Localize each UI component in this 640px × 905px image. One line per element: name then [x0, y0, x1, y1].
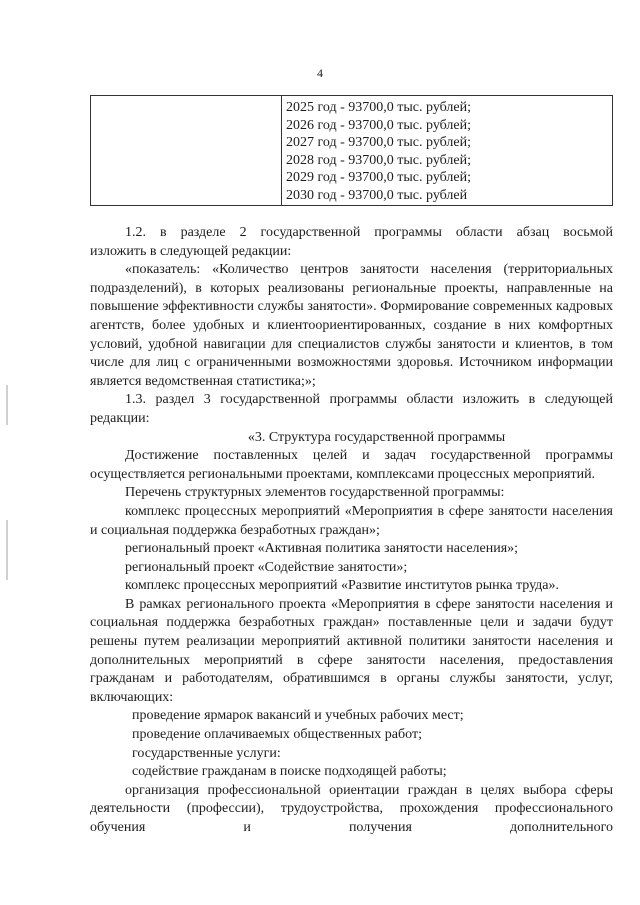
section-1-2-line2: изложить в следующей редакции: [90, 243, 292, 259]
budget-line: 2029 год - 93700,0 тыс. рублей; [286, 170, 472, 185]
budget-line: 2027 год - 93700,0 тыс. рублей; [286, 135, 472, 150]
indicator-quote: «показатель: «Количество центров занятости населения (территориальных подразделений), в которых реализованы региональные проекты, направленные на повышение эффективности службы занятости». Формирование современных кадровых агентств, более удобных и клиентоориентированных, создание в них комфортных условий, удобной навигации для специалистов службы занятости и клиентов, в том числе для лиц с ограниченными возможностями здоровья. Источником информации является ведомственная статистика;»; [90, 262, 613, 389]
punch-mark [6, 385, 8, 425]
budget-line: 2028 год - 93700,0 тыс. рублей; [286, 152, 472, 168]
budget-table-empty-cell [91, 96, 282, 205]
service-item: проведение оплачиваемых общественных работ; [132, 727, 422, 743]
budget-line: 2026 год - 93700,0 тыс. рублей; [286, 117, 472, 133]
service-item: содействие гражданам в поиске подходящей работы; [132, 764, 447, 780]
structural-element: комплекс процессных мероприятий «Развитие институтов рынка труда». [125, 578, 560, 594]
document-body [90, 224, 613, 838]
framework-paragraph: В рамках регионального проекта «Мероприятия в сфере занятости населения и социальная поддержка безработных граждан» поставленные цели и задачи будут решены путем реализации мероприятий активной политики занятости населения и дополнительных мероприятий в сфере занятости населения, предоставления гражданам и работодателям, обратившимся в органы службы занятости, услуг, включающих: [90, 596, 613, 705]
budget-line: 2025 год - 93700,0 тыс. рублей; [286, 100, 472, 115]
section-1-3: 1.3. раздел 3 государственной программы области изложить в следующей редакции: [90, 392, 613, 426]
structural-element: комплекс процессных мероприятий «Мероприятия в сфере занятости населения и социальная поддержка безработных граждан»; [90, 503, 613, 538]
structural-element: региональный проект «Активная политика занятости населения»; [125, 541, 519, 557]
achievement-paragraph: Достижение поставленных целей и задач государственной программы осуществляется региональными проектами, комплексами процессных мероприятий. [90, 448, 613, 482]
page-number: 4 [317, 66, 323, 80]
service-item: проведение ярмарок вакансий и учебных рабочих мест; [132, 708, 464, 724]
section-title: «3. Структура государственной программы [247, 429, 506, 445]
structural-element: региональный проект «Содействие занятости»; [125, 559, 408, 575]
budget-table [90, 95, 613, 206]
budget-table-values-cell [282, 96, 612, 205]
last-paragraph: организация профессиональной ориентации граждан в целях выбора сферы деятельности (профессии), трудоустройства, прохождения профессионального обучения и получения дополнительного [90, 782, 613, 835]
budget-line: 2030 год - 93700,0 тыс. рублей [286, 187, 468, 203]
punch-mark [6, 520, 8, 580]
elements-intro: Перечень структурных элементов государственной программы: [125, 485, 505, 501]
section-1-2-line1: 1.2. в разделе 2 государственной программы области абзац восьмой [125, 225, 613, 240]
service-item: государственные услуги: [132, 745, 281, 761]
